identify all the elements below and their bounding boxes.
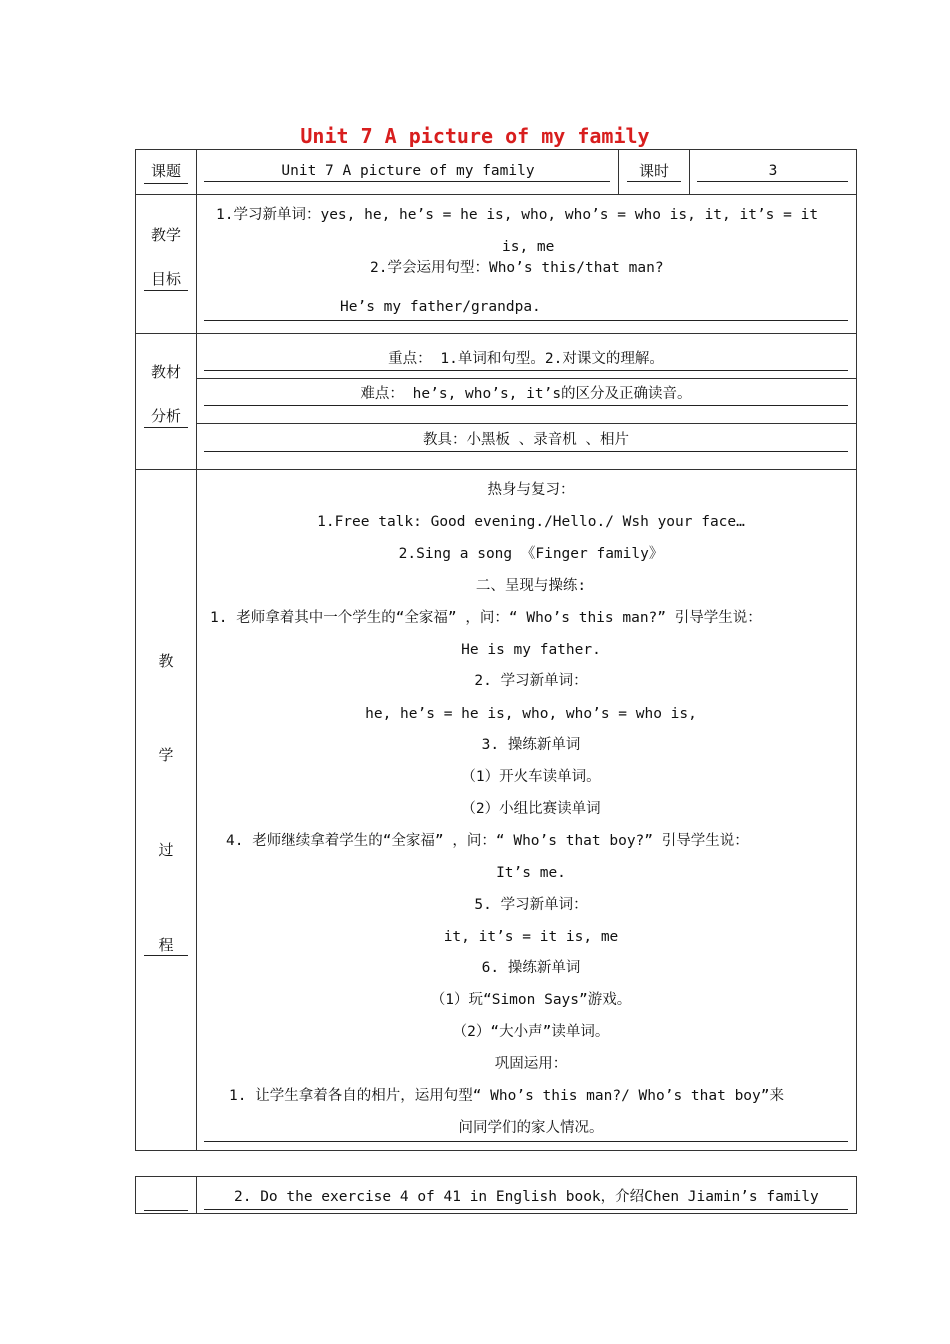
objectives-line-3: 2.学会运用句型：Who’s this/that man? <box>370 260 664 276</box>
underline <box>144 290 188 291</box>
column-divider <box>618 149 619 194</box>
underline <box>204 1209 848 1210</box>
underline <box>204 451 848 452</box>
process-line: it, it’s = it is, me <box>443 929 619 945</box>
objectives-line-2: is, me <box>502 239 555 255</box>
underline <box>144 1210 188 1211</box>
process-line: 4. 老师继续拿着学生的“全家福” ，问：“ Who’s that boy?” 引导学生说： <box>226 833 749 849</box>
process-label-char: 程 <box>158 936 174 954</box>
tools: 教具：小黑板 、录音机 、相片 <box>423 432 629 448</box>
process-line: It’s me. <box>496 865 566 881</box>
process-line: he, he’s = he is, who, who’s = who is, <box>365 706 697 722</box>
underline <box>204 405 848 406</box>
objectives-line-1: 1.学习新单词：yes, he, he’s = he is, who, who’s = who is, it, it’s = it <box>216 207 819 223</box>
process-line: 二、呈现与操练: <box>475 578 587 594</box>
row-divider <box>135 333 857 334</box>
process-label-char: 学 <box>158 746 174 764</box>
objectives-label-2: 目标 <box>150 270 181 288</box>
underline <box>144 427 188 428</box>
difficulties: 难点： he’s, who’s, it’s的区分及正确读音。 <box>360 386 692 402</box>
process-line: 问同学们的家人情况。 <box>458 1120 604 1136</box>
process-line: 2. 学习新单词： <box>474 673 588 689</box>
continuation-line: 2. Do the exercise 4 of 41 in English book，介绍Chen Jiamin’s family <box>234 1189 819 1205</box>
process-label-char: 过 <box>158 841 174 859</box>
label-column-divider <box>196 149 197 1151</box>
topic-label: 课题 <box>150 162 181 180</box>
objectives-label-1: 教学 <box>150 226 181 244</box>
key-points: 重点： 1.单词和句型。2.对课文的理解。 <box>388 351 664 367</box>
underline <box>204 320 848 321</box>
process-line: 1. 老师拿着其中一个学生的“全家福” ，问：“ Who’s this man?” 引导学生说： <box>210 610 762 626</box>
process-line: 1. 让学生拿着各自的相片，运用句型“ Who’s this man?/ Who’s that boy”来 <box>229 1088 784 1104</box>
underline <box>204 370 848 371</box>
underline <box>204 1141 848 1142</box>
process-label-char: 教 <box>158 652 174 670</box>
cell-divider <box>196 378 857 379</box>
topic-value: Unit 7 A picture of my family <box>281 163 535 179</box>
underline <box>144 183 188 184</box>
process-line: 6. 操练新单词 <box>481 960 581 976</box>
underline <box>204 181 610 182</box>
row-divider <box>135 469 857 470</box>
objectives-line-4: He’s my father/grandpa. <box>340 299 541 315</box>
underline <box>697 181 848 182</box>
process-line: 3. 操练新单词 <box>481 737 581 753</box>
process-line: （2）“大小声”读单词。 <box>452 1024 610 1040</box>
cell-divider <box>196 423 857 424</box>
process-line: 5. 学习新单词： <box>474 897 588 913</box>
process-line: 热身与复习： <box>487 482 575 498</box>
hours-label: 课时 <box>638 162 669 180</box>
column-divider <box>689 149 690 194</box>
underline <box>627 181 681 182</box>
underline <box>144 955 188 956</box>
analysis-label-2: 分析 <box>150 407 181 425</box>
analysis-label-1: 教材 <box>150 363 181 381</box>
process-line: （2）小组比赛读单词 <box>461 801 601 817</box>
hours-value: 3 <box>768 163 778 179</box>
process-line: He is my father. <box>461 642 601 658</box>
process-line: 1.Free talk: Good evening./Hello./ Wsh your face… <box>317 514 745 530</box>
process-line: （1）玩“Simon Says”游戏。 <box>430 992 632 1008</box>
process-line: 巩固运用： <box>494 1056 568 1072</box>
label-column-divider <box>196 1176 197 1214</box>
process-line: （1）开火车读单词。 <box>461 769 601 785</box>
process-line: 2.Sing a song 《Finger family》 <box>398 546 664 562</box>
document-title: Unit 7 A picture of my family <box>300 124 650 148</box>
row-divider <box>135 194 857 195</box>
